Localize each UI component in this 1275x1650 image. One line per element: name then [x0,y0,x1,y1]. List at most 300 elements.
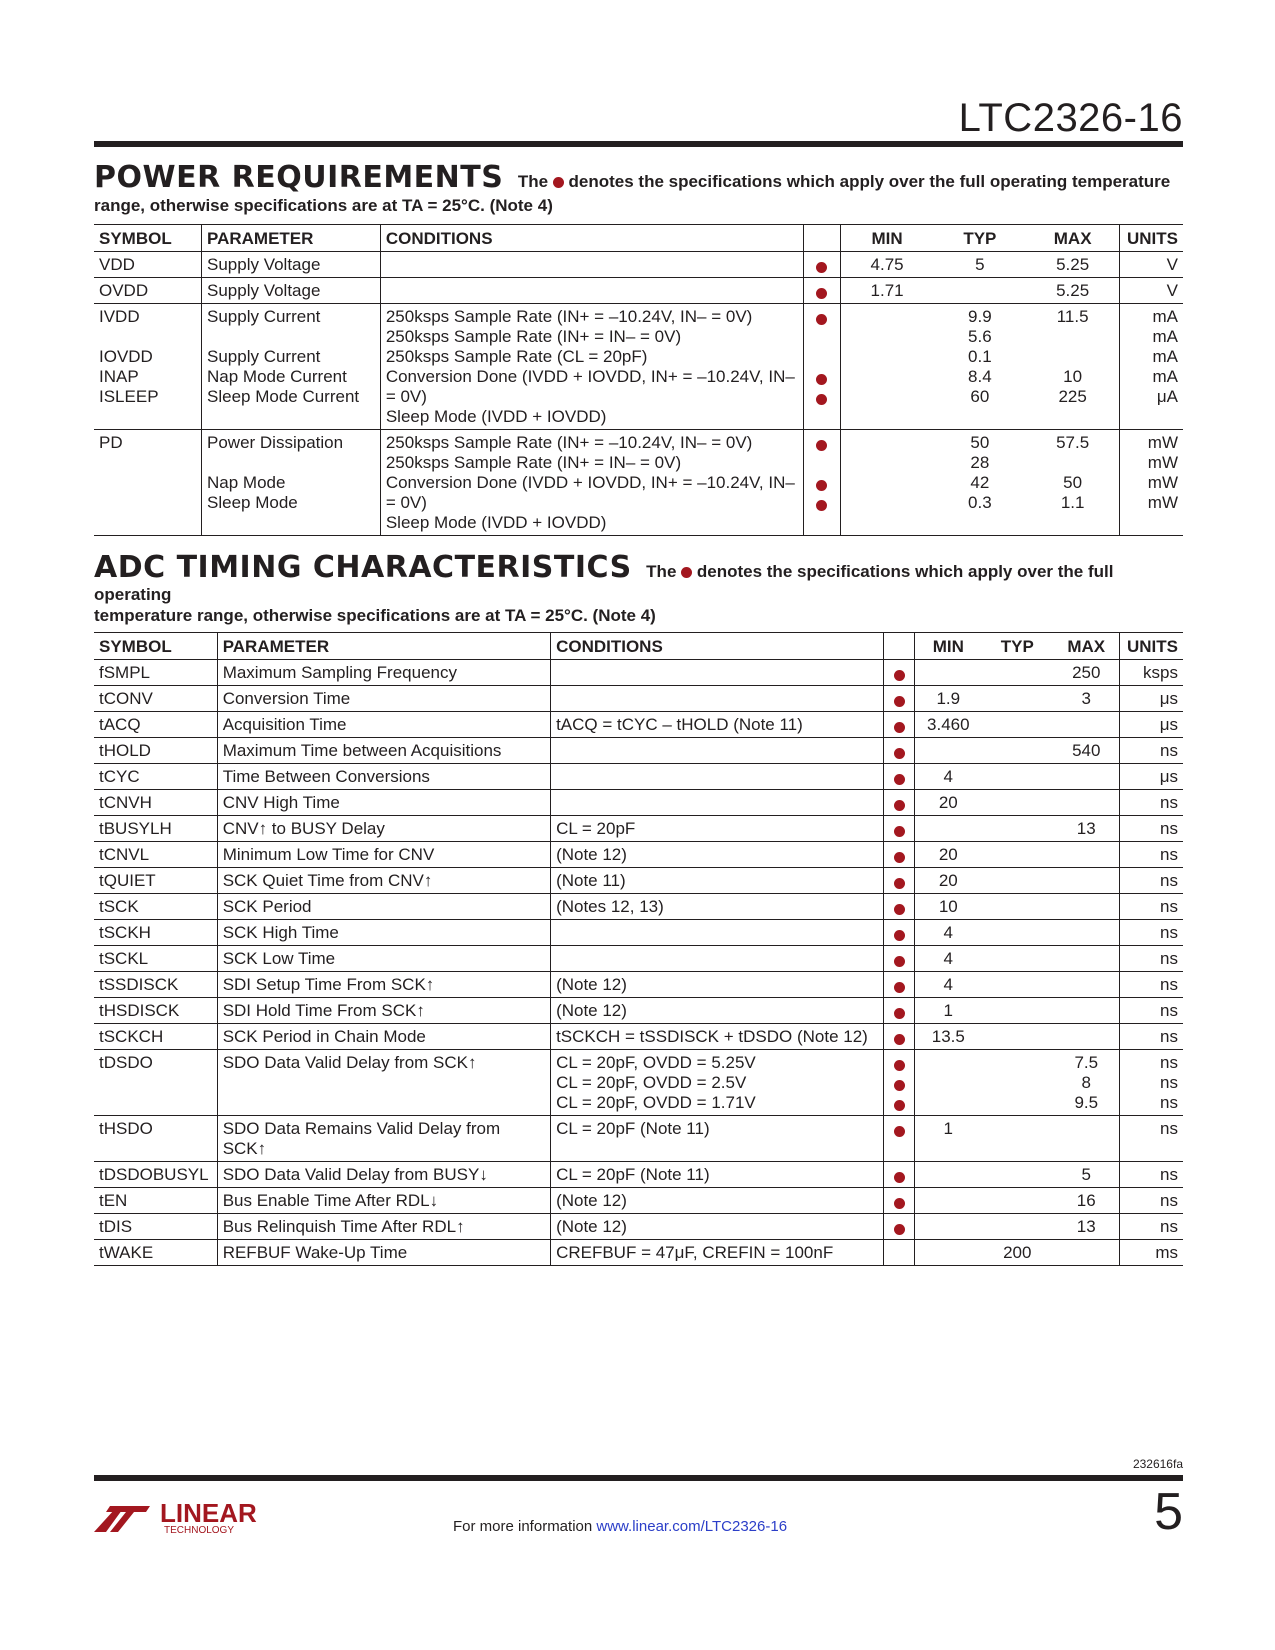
parameter-cell [217,894,550,920]
parameter-value: Maximum Time between Acquisitions [222,741,502,760]
conditions-value: (Note 12) [556,845,627,864]
header-conditions: CONDITIONS [380,225,803,252]
conditions-value: CL = 20pF, OVDD = 1.71V [556,1093,756,1112]
bullet-cell [884,686,915,712]
typ-value [986,871,1048,891]
symbol-value: tSCKCH [99,1027,164,1046]
min-value: 20 [938,793,958,812]
units-cell [1120,946,1183,972]
max-value: 9.5 [1074,1093,1099,1112]
bullet-cell [884,998,915,1024]
symbol-cell [94,972,217,998]
typ-cell [981,1162,1053,1188]
table-row [94,920,1183,946]
min-cell [915,686,982,712]
min-cell [915,1214,982,1240]
min-cell [915,920,982,946]
symbol-value: tWAKE [99,1243,154,1262]
min-cell [915,894,982,920]
units-cell [1120,1214,1183,1240]
symbol-cell [94,686,217,712]
units-cell [1120,920,1183,946]
bullet-icon [894,748,905,759]
min-value: 1.9 [936,689,961,708]
table-row [94,738,1183,764]
symbol-value: tSSDISCK [99,975,179,994]
symbol-value: IVDD [99,307,140,326]
typ-cell [981,998,1053,1024]
parameter-cell [217,1214,550,1240]
symbol-value: tDIS [99,1217,133,1236]
min-cell [915,712,982,738]
typ-value: 60 [970,387,990,406]
bullet-icon [894,1034,905,1045]
conditions-cell [551,712,884,738]
power-requirements-section [94,160,1183,536]
bullet-cell [884,920,915,946]
units-value: ns [1160,1191,1178,1210]
typ-cell [981,946,1053,972]
parameter-cell [217,790,550,816]
parameter-value: SCK Period in Chain Mode [222,1027,426,1046]
min-cell [915,660,982,686]
bullet-cell [884,660,915,686]
parameter-value: Supply Current [207,347,321,366]
symbol-cell [94,1188,217,1214]
bullet-cell [884,1214,915,1240]
parameter-value: Minimum Low Time for CNV [222,845,435,864]
adc-timing-table [94,632,1183,1266]
conditions-value: Conversion Done (IVDD + IOVDD, IN+ = –10.24V, IN– = 0V) [385,473,795,512]
max-cell [1053,842,1120,868]
typ-cell [981,920,1053,946]
conditions-value [556,793,878,813]
units-cell [1120,660,1183,686]
units-value: V [1166,281,1178,300]
typ-value [986,793,1048,813]
max-cell [1053,790,1120,816]
typ-value [986,845,1048,865]
min-value: 13.5 [931,1027,965,1046]
parameter-cell [202,278,381,304]
units-value: μs [1159,689,1178,708]
symbol-value: tCNVL [99,845,150,864]
bullet-icon [894,982,905,993]
symbol-value [99,327,196,347]
typ-cell [981,686,1053,712]
table-row [94,252,1183,278]
symbol-value [99,1093,212,1113]
units-value: ms [1155,1243,1178,1262]
parameter-value: Conversion Time [222,689,351,708]
symbol-value: tCNVH [99,793,152,812]
parameter-value: SDI Hold Time From SCK↑ [222,1001,425,1020]
conditions-cell [551,894,884,920]
conditions-cell [551,1188,884,1214]
units-cell [1120,972,1183,998]
table-row [94,1188,1183,1214]
symbol-value: VDD [99,255,135,274]
parameter-value: Maximum Sampling Frequency [222,663,457,682]
max-value: 13 [1076,1217,1096,1236]
symbol-cell [94,946,217,972]
max-cell [1053,1116,1120,1162]
bullet-icon [816,262,827,273]
min-value: 20 [938,871,958,890]
units-value: ns [1160,949,1178,968]
bullet-icon [894,852,905,863]
symbol-cell [94,894,217,920]
typ-value [986,741,1048,761]
min-cell [915,842,982,868]
typ-value [986,949,1048,969]
symbol-cell [94,1116,217,1162]
bullet-icon [816,374,827,385]
parameter-cell [217,764,550,790]
units-value: μA [1156,387,1178,406]
bullet-cell [884,894,915,920]
bullet-cell [803,252,840,278]
units-cell [1120,1240,1183,1266]
min-value [920,663,976,683]
bullet-icon [894,1080,905,1091]
units-cell [1120,738,1183,764]
units-value: μs [1159,715,1178,734]
conditions-value: tACQ = tCYC – tHOLD (Note 11) [556,715,803,734]
max-value [1058,1027,1114,1047]
units-value: μs [1159,767,1178,786]
conditions-cell [551,1116,884,1162]
conditions-value [386,255,798,275]
max-value [1058,1001,1114,1021]
parameter-value: Time Between Conversions [222,767,430,786]
parameter-value: SDO Data Remains Valid Delay from SCK↑ [222,1119,501,1158]
conditions-cell [551,1162,884,1188]
units-value: ns [1160,1093,1178,1112]
min-cell [840,278,933,304]
bullet-cell [884,1240,915,1266]
max-cell [1053,816,1120,842]
min-value [920,741,976,761]
min-cell [915,1116,982,1162]
typ-value [986,1093,1048,1113]
min-cell [840,430,933,536]
parameter-value: Power Dissipation [207,433,344,452]
min-cell [915,764,982,790]
table-row [94,790,1183,816]
symbol-value: tACQ [99,715,141,734]
footer-info-label: For more information [453,1518,593,1535]
parameter-value: SCK High Time [222,923,339,942]
symbol-value: tBUSYLH [99,819,172,838]
max-cell [1053,868,1120,894]
typ-value [986,1217,1048,1237]
units-value: ns [1160,1053,1178,1072]
max-value [1058,949,1114,969]
parameter-value: Nap Mode [207,473,286,492]
table-row [94,816,1183,842]
typ-cell [933,304,1026,430]
conditions-value: tSCKCH = tSSDISCK + tDSDO (Note 12) [556,1027,868,1046]
units-value: mA [1152,307,1178,326]
conditions-value [556,741,878,761]
parameter-cell [217,946,550,972]
typ-value [986,1165,1048,1185]
typ-value [986,689,1048,709]
bullet-icon [894,1126,905,1137]
symbol-value: tDSDO [99,1053,153,1072]
units-value: ns [1160,923,1178,942]
symbol-cell [94,920,217,946]
max-cell [1053,712,1120,738]
min-value: 1 [943,1119,954,1138]
max-cell [1053,660,1120,686]
power-table [94,224,1183,536]
header-conditions: CONDITIONS [551,633,884,660]
conditions-value [556,949,878,969]
min-cell [915,1188,982,1214]
min-value: 4 [943,923,954,942]
bullet-icon [894,1172,905,1183]
header-symbol: SYMBOL [94,633,217,660]
max-value [1058,975,1114,995]
conditions-value [386,281,798,301]
typ-cell [981,1240,1053,1266]
header-bullet [803,225,840,252]
max-value: 7.5 [1074,1053,1099,1072]
max-value: 540 [1072,741,1101,760]
max-cell [1053,1024,1120,1050]
footer-link[interactable]: www.linear.com/LTC2326-16 [596,1518,788,1535]
conditions-value: 250ksps Sample Rate (IN+ = IN– = 0V) [385,453,682,472]
header-bullet [884,633,915,660]
symbol-value: PD [99,433,123,452]
bullet-icon [816,314,827,325]
bullet-icon [894,1198,905,1209]
table-row [94,304,1183,430]
max-value [1058,845,1114,865]
min-value [846,347,929,367]
symbol-cell [94,1240,217,1266]
bullet-cell [884,1050,915,1116]
symbol-value: INAP [99,367,139,386]
table-row [94,1162,1183,1188]
header-units: UNITS [1119,225,1183,252]
max-value [1031,453,1114,473]
max-cell [1026,278,1119,304]
units-value: mW [1147,473,1178,492]
typ-cell [981,1214,1053,1240]
max-cell [1053,764,1120,790]
max-value: 13 [1076,819,1096,838]
symbol-cell [94,278,202,304]
min-cell [915,738,982,764]
units-cell [1120,686,1183,712]
units-value: mA [1152,327,1178,346]
max-cell [1053,1188,1120,1214]
min-value [846,367,929,387]
conditions-value: CREFBUF = 47μF, CREFIN = 100nF [556,1243,834,1262]
conditions-value: (Note 12) [556,1217,627,1236]
conditions-cell [551,660,884,686]
symbol-value [99,493,196,513]
min-cell [915,790,982,816]
max-cell [1053,920,1120,946]
parameter-value: SCK Period [222,897,312,916]
conditions-cell [551,972,884,998]
min-value [920,1217,976,1237]
parameter-cell [202,304,381,430]
typ-value [986,1001,1048,1021]
bullet-cell [803,304,840,430]
max-cell [1053,972,1120,998]
typ-value: 50 [970,433,990,452]
units-cell [1120,868,1183,894]
units-cell [1120,816,1183,842]
symbol-cell [94,304,202,430]
units-cell [1120,842,1183,868]
min-value: 4 [943,767,954,786]
conditions-value [556,663,878,683]
typ-cell [981,712,1053,738]
typ-value [986,663,1048,683]
max-value: 250 [1072,663,1101,682]
max-cell [1026,304,1119,430]
min-cell [915,972,982,998]
parameter-value: Sleep Mode [207,493,298,512]
symbol-cell [94,1214,217,1240]
symbol-cell [94,660,217,686]
max-value: 225 [1058,387,1087,406]
typ-value [986,1191,1048,1211]
max-cell [1053,1214,1120,1240]
symbol-cell [94,816,217,842]
symbol-value: tSCKL [99,949,149,968]
max-value: 57.5 [1056,433,1090,452]
bullet-icon [894,696,905,707]
bullet-icon [816,440,827,451]
header-min: MIN [840,225,933,252]
symbol-value: tHSDISCK [99,1001,180,1020]
units-cell [1120,894,1183,920]
linear-technology-logo[interactable] [92,1496,262,1536]
header-typ: TYP [933,225,1026,252]
typ-cell [981,972,1053,998]
parameter-cell [217,1050,550,1116]
header-parameter: PARAMETER [217,633,550,660]
min-value [920,1243,976,1263]
parameter-cell [217,660,550,686]
conditions-cell [551,1050,884,1116]
min-cell [840,252,933,278]
table-row [94,868,1183,894]
table-row [94,430,1183,536]
header-max: MAX [1053,633,1120,660]
max-value: 3 [1081,689,1091,708]
max-value: 8 [1081,1073,1091,1092]
table-row [94,1214,1183,1240]
max-value: 5 [1081,1165,1091,1184]
units-value: ns [1160,741,1178,760]
min-cell [915,946,982,972]
table-row [94,712,1183,738]
symbol-value [99,453,196,473]
header-parameter: PARAMETER [202,225,381,252]
min-value: 4 [943,949,954,968]
bullet-cell [884,816,915,842]
symbol-value: OVDD [99,281,149,300]
bullet-icon [894,1060,905,1071]
parameter-cell [217,1188,550,1214]
parameter-cell [217,1024,550,1050]
table-row [94,1116,1183,1162]
conditions-value: 250ksps Sample Rate (IN+ = –10.24V, IN– = 0V) [385,433,753,452]
symbol-cell [94,712,217,738]
min-value [846,307,929,327]
min-value [920,1053,976,1073]
bullet-icon [894,800,905,811]
bullet-cell [884,764,915,790]
symbol-cell [94,430,202,536]
conditions-cell [551,764,884,790]
min-cell [915,868,982,894]
min-value: 4.75 [870,255,904,274]
bullet-cell [884,790,915,816]
units-cell [1120,1188,1183,1214]
symbol-cell [94,738,217,764]
bullet-icon [894,722,905,733]
table-row [94,842,1183,868]
bullet-cell [803,430,840,536]
bullet-cell [884,842,915,868]
conditions-cell [551,868,884,894]
table-row [94,1050,1183,1116]
table-row [94,764,1183,790]
max-value [1058,767,1114,787]
bullet-icon [553,177,564,188]
typ-value [986,1027,1048,1047]
typ-cell [981,738,1053,764]
typ-cell [981,894,1053,920]
min-value: 4 [943,975,954,994]
typ-cell [933,430,1026,536]
symbol-value: tSCK [99,897,139,916]
bullet-cell [884,1024,915,1050]
typ-value [986,1073,1048,1093]
conditions-value: 250ksps Sample Rate (IN+ = –10.24V, IN– = 0V) [385,307,753,326]
power-section-note: The denotes the specifications which apply over the full operating temperature [517,172,1171,191]
typ-value: 28 [970,453,990,472]
footer-info [453,1518,787,1535]
parameter-value: SDO Data Valid Delay from SCK↑ [222,1053,477,1072]
units-value: mW [1147,493,1178,512]
conditions-cell [551,738,884,764]
conditions-cell [551,842,884,868]
bullet-cell [884,1188,915,1214]
bullet-cell [884,868,915,894]
adc-section-note: The denotes the specifications which apply over the full operating [94,562,1114,604]
symbol-cell [94,1024,217,1050]
typ-value [938,281,1021,301]
units-value: ns [1160,1027,1178,1046]
min-value [846,473,929,493]
typ-value [986,819,1048,839]
typ-cell [933,278,1026,304]
parameter-cell [217,686,550,712]
min-value [920,1073,976,1093]
table-row [94,278,1183,304]
typ-value [986,923,1048,943]
